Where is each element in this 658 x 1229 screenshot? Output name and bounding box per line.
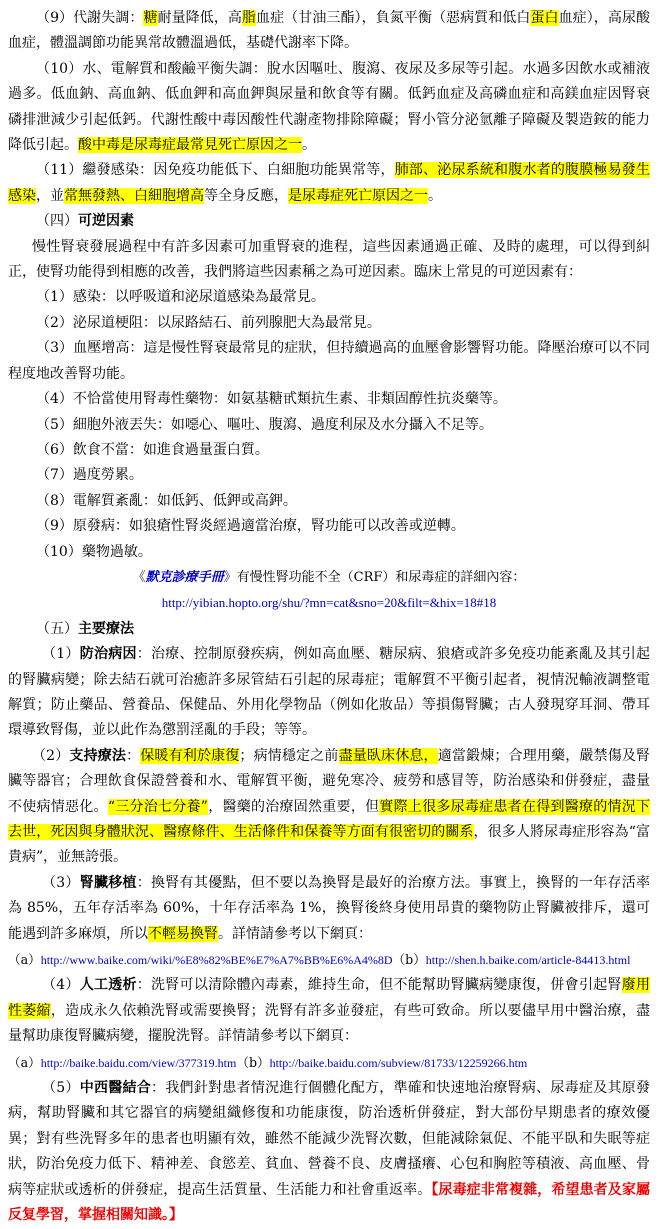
highlight: 是尿毒症死亡原因之一 (288, 187, 428, 204)
paragraph-treat-cause (8, 642, 650, 744)
text: ，並 (36, 187, 64, 204)
highlight: 保暖有利於康復 (140, 747, 240, 764)
highlight: 不輕易換腎 (148, 925, 218, 942)
paragraph-supportive-therapy (8, 744, 650, 871)
text: 耐量降低，高 (157, 10, 242, 26)
warning-note: 【尿毒症非常複雜，希望患者及家屬反复學習，掌握相關知識。】 (8, 1181, 651, 1224)
list-item: （2）泌尿道梗阻：以尿路結石、前列腺肥大為最常見。 (36, 314, 381, 331)
highlight: 盡量臥床休息， (338, 747, 438, 764)
highlight: 實際上很多尿毒症患者在得到醫療的情況下去世，死因與身體狀況、醫療條件、生活條件和保養等方面有很密切的關系 (8, 798, 651, 840)
paragraph-integrated-medicine (8, 1076, 650, 1228)
list-item: （3）血壓增高：這是慢性腎衰最常見的症狀，但持續過高的血壓會影響腎功能。降壓治療可以不同程度地改善腎功能。 (8, 340, 650, 382)
text: （a） (8, 1054, 41, 1070)
paragraph-reversible-intro: 慢性腎衰發展過程中有許多因素可加重腎衰的進程，這些因素通過正確、及時的處理，可以得到糾正，使腎功能得到相應的改善，我們將這些因素稱之為可逆因素。臨床上常見的可逆因素有： (8, 238, 650, 281)
reference-link-line (8, 590, 650, 616)
reference-book-title: 默克診療手冊 (145, 569, 224, 585)
text: （5） (42, 1080, 80, 1097)
bold-label: 中西醫結合 (79, 1080, 152, 1097)
reference-note (8, 565, 650, 590)
highlight: 常無發熱、白細胞增高 (64, 187, 204, 204)
text: 血症（甘油三酯），負氮平衡（惡病質和低白 (256, 10, 531, 26)
text: 。 (302, 137, 316, 154)
list-item: （9）原發病：如狼瘡性腎炎經過適當治療，腎功能可以改善或逆轉。 (36, 518, 465, 535)
paragraph-metabolic-disorder (8, 6, 650, 57)
dialysis-link-a[interactable]: http://baike.baidu.com/view/377319.htm (40, 1055, 237, 1070)
paragraph-infection (8, 158, 650, 209)
text: （2） (32, 747, 70, 764)
text: ，醫藥的治療固然重要，但 (207, 798, 380, 815)
highlight: 糖 (143, 10, 158, 26)
bold-label: 支持療法 (69, 747, 127, 764)
highlight: 蛋白 (530, 10, 559, 26)
text: ：換腎有其優點，但不要以為換腎是最好的治療方法。事實上，換腎的一年存活率為 85%，五年存活率為 60%，十年存活率為 1%，換腎後終身使用昂貴的藥物防止腎臟被排斥，還可能遇到許多麻煩，所以 (8, 874, 650, 942)
highlight: 肺部、泌尿系統和腹水者的腹膜極易發生感染 (8, 162, 650, 204)
paragraph-kidney-transplant (8, 871, 650, 947)
list-item: （7）過度勞累。 (36, 467, 143, 484)
transplant-links (8, 947, 650, 973)
bold-label: 腎臟移植 (79, 874, 137, 891)
dialysis-link-b[interactable]: http://baike.baidu.com/subview/81733/12259266.htm (269, 1055, 528, 1070)
section-title: 主要療法 (78, 620, 134, 637)
text: ；病情穩定之前 (239, 747, 339, 764)
bold-label: 人工透析 (79, 977, 137, 994)
text: 血症），高尿酸血症，體溫調節功能異常故體溫過低，基礎代謝率下降。 (8, 10, 651, 52)
list-item: （8）電解質紊亂：如低鈣、低鉀或高鉀。 (36, 492, 297, 509)
dialysis-links (8, 1050, 650, 1076)
text: （a） (8, 952, 41, 968)
transplant-link-b[interactable]: http://shen.h.baike.com/article-84413.html (425, 953, 631, 968)
highlight: 酸中毒是尿毒症最常見死亡原因之一 (78, 137, 302, 154)
section-number: （五） (36, 620, 78, 637)
text: ： (126, 747, 141, 764)
reference-link[interactable]: http://yibian.hopto.org/shu/?mn=cat&sno=20&filt=&hix=18#18 (161, 595, 497, 611)
text: ：洗腎可以清除體內毒素，維持生命，但不能幫助腎臟病變康復，併會引起腎 (136, 977, 622, 994)
bold-label: 防治病因 (79, 646, 137, 663)
text: 《 (132, 569, 146, 585)
text: （b） (392, 952, 426, 968)
highlight: “三分治七分養” (107, 798, 208, 815)
text: （b） (236, 1054, 270, 1070)
list-item: （10）藥物過敏。 (36, 543, 152, 560)
highlight: 脂 (241, 10, 257, 26)
section-heading-reversible-factors (8, 209, 650, 234)
list-item: （5）細胞外液丟失：如噁心、嘔吐、腹瀉、過度利尿及水分攝入不足等。 (36, 416, 493, 433)
text: （3） (42, 874, 80, 891)
list-item: （1）感染：以呼吸道和泌尿道感染為最常見。 (36, 289, 325, 306)
text: ，造成永久依賴洗腎或需要換腎；洗腎有許多並發症，有些可致命。所以要儘早用中醫治療，盡量幫助康復腎臟病變，擺脫洗腎。詳情請參考以下網頁： (8, 1002, 651, 1045)
text: 》有慢性腎功能不全（CRF）和尿毒症的詳細內容： (223, 569, 526, 585)
text: 適當鍛煉；合理用藥，嚴禁傷及腎臟等器官；合理飲食保證營養和水、電解質平衡，避免寒冷、疲勞和感冒等，防治感染和併發症，盡量不使病情惡化。 (8, 747, 651, 815)
text: （1） (42, 646, 80, 663)
text: 等全身反應， (204, 187, 288, 204)
section-title: 可逆因素 (78, 213, 134, 230)
paragraph-dialysis (8, 973, 650, 1049)
text: （10）水、電解質和酸鹼平衡失調：脫水因嘔吐、腹瀉、夜尿及多尿等引起。水過多因飲水或補液過多。低血鈉、高血鈉、低血鉀和高血鉀與尿量和飲食等有關。低鈣血症及高磷血症和高鎂血症因腎衰磷排泄減少引起低鈣。代謝性酸中毒因酸性代謝產物排除障礙；腎小管分泌氫離子障礙及製造銨的能力降低引起。 (8, 60, 650, 154)
transplant-link-a[interactable]: http://www.baike.com/wiki/%E8%82%BE%E7%A7%BB%E6%A4%8D (40, 953, 393, 968)
paragraph-electrolyte (8, 57, 650, 159)
text: ：我們針對患者情況進行個體化配方，準確和快速地治療腎病、尿毒症及其原發病，幫助腎臟和其它器官的病變組織修復和功能康復，防治透析併發症，對大部份早期患者的療效優異；對有些洗腎多年的患者也明顯有效，雖然不能減少洗腎次數，但能減除氣促、不能平臥和失眠等症狀，防治免疫力低下、精神差、食慾差、貧血、營養不良、皮膚搔癢、心包和胸腔等積液、高血壓、骨病等症狀或透析的併發症，提高生活質量、生活能力和社會重返率。 (8, 1080, 650, 1198)
text: ：治療、控制原發疾病，例如高血壓、糖尿病、狼瘡或許多免疫功能紊亂及其引起的腎臟病變；除去結石就可治癒許多尿管結石引起的尿毒症；電解質不平衡引起者，視情況輸液調整電解質；防止藥品、營養品、保健品、外用化學物品（例如化妝品）等損傷腎臟；古人發現穿耳洞、帶耳環導致腎傷，並以此作為懲罰淫亂的手段；等等。 (8, 646, 650, 739)
text: 。詳情請參考以下網頁： (218, 925, 372, 942)
text: （9）代謝失調： (36, 10, 144, 26)
text: ，很多人將尿毒症形容為“富貴病”，並無誇張。 (8, 824, 650, 866)
list-item: （6）飲食不當：如進食過量蛋白質。 (36, 441, 269, 458)
highlight: 廢用性萎縮 (8, 977, 650, 1019)
text: （4） (42, 977, 80, 994)
list-item: （4）不恰當使用腎毒性藥物：如氨基糖甙類抗生素、非類固醇性抗炎藥等。 (36, 391, 507, 408)
section-number: （四） (36, 213, 78, 230)
section-heading-main-treatment (8, 617, 650, 642)
text: 。 (428, 187, 442, 204)
text: （11）繼發感染：因免疫功能低下、白細胞功能異常等， (36, 162, 395, 179)
